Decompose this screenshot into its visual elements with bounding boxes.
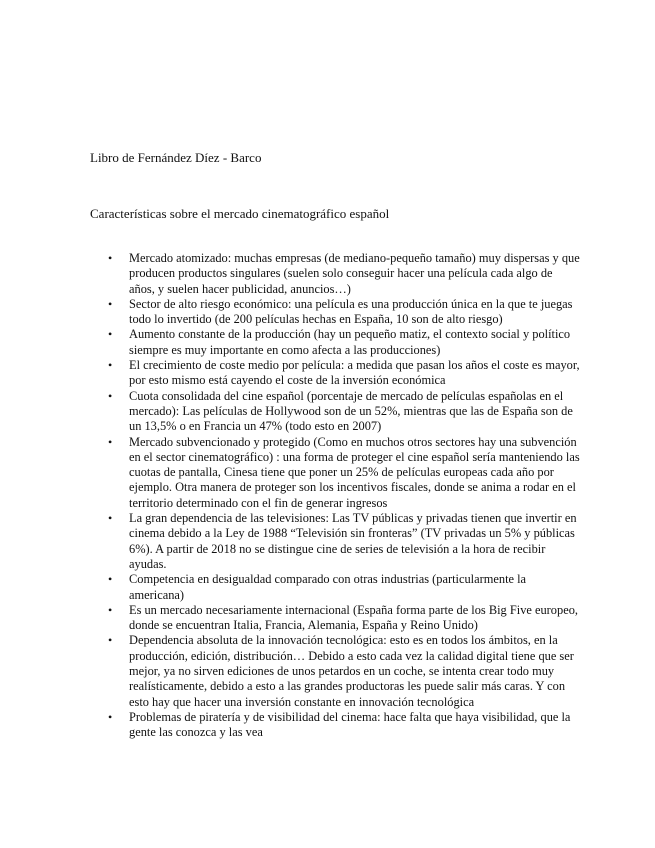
list-item: • Mercado atomizado: muchas empresas (de mediano-pequeño tamaño) muy dispersas y que producen productos singulares (suelen solo conseguir hacer una película cada algo de años, y suelen hacer publicidad, anuncios…) (90, 251, 580, 297)
list-item: • El crecimiento de coste medio por película: a medida que pasan los años el coste es mayor, por esto mismo está cayendo el coste de la inversión económica (90, 358, 580, 389)
list-item: • Cuota consolidada del cine español (porcentaje de mercado de películas españolas en el mercado): Las películas de Hollywood son de un 52%, mientras que las de España son de un 13,5% o en Francia un 47% (todo esto en 2007) (90, 389, 580, 435)
list-item: • Aumento constante de la producción (hay un pequeño matiz, el contexto social y político siempre es muy importante en como afecta a las producciones) (90, 327, 580, 358)
list-item: • Dependencia absoluta de la innovación tecnológica: esto es en todos los ámbitos, en la producción, edición, distribución… Debido a esto cada vez la calidad digital tiene que ser mejor, ya no sirven ediciones de unos petardos en un coche, se intenta crear todo muy realísticamente, debido a esto a las grandes productoras les puede salir más caras. Y con esto hay que hacer una inversión constante en innovación tecnológica (90, 633, 580, 709)
list-item: • La gran dependencia de las televisiones: Las TV públicas y privadas tienen que invertir en cinema debido a la Ley de 1988 “Televisión sin fronteras” (TV privadas un 5% y públicas 6%). A partir de 2018 no se distingue cine de series de televisión a la hora de recibir ayudas. (90, 511, 580, 572)
document-subtitle: Características sobre el mercado cinematográfico español (90, 206, 390, 221)
list-item: • Competencia en desigualdad comparado con otras industrias (particularmente la americana) (90, 572, 580, 603)
list-item: • Es un mercado necesariamente internacional (España forma parte de los Big Five europeo, donde se encuentran Italia, Francia, Alemania, España y Reino Unido) (90, 603, 580, 634)
document-title: Libro de Fernández Díez - Barco (90, 150, 262, 165)
list-item: • Problemas de piratería y de visibilidad del cinema: hace falta que haya visibilidad, que la gente las conozca y las vea (90, 710, 580, 741)
characteristics-list (90, 251, 580, 741)
list-item: • Sector de alto riesgo económico: una película es una producción única en la que te juegas todo lo invertido (de 200 películas hechas en España, 10 son de alto riesgo) (90, 297, 580, 328)
list-item: • Mercado subvencionado y protegido (Como en muchos otros sectores hay una subvención en el sector cinematográfico) : una forma de proteger el cine español sería manteniendo las cuotas de pantalla, Cinesa tiene que poner un 25% de películas europeas cada año por ejemplo. Otra manera de proteger son los incentivos fiscales, donde se anima a rodar en el territorio determinado con el fin de generar ingresos (90, 435, 580, 511)
